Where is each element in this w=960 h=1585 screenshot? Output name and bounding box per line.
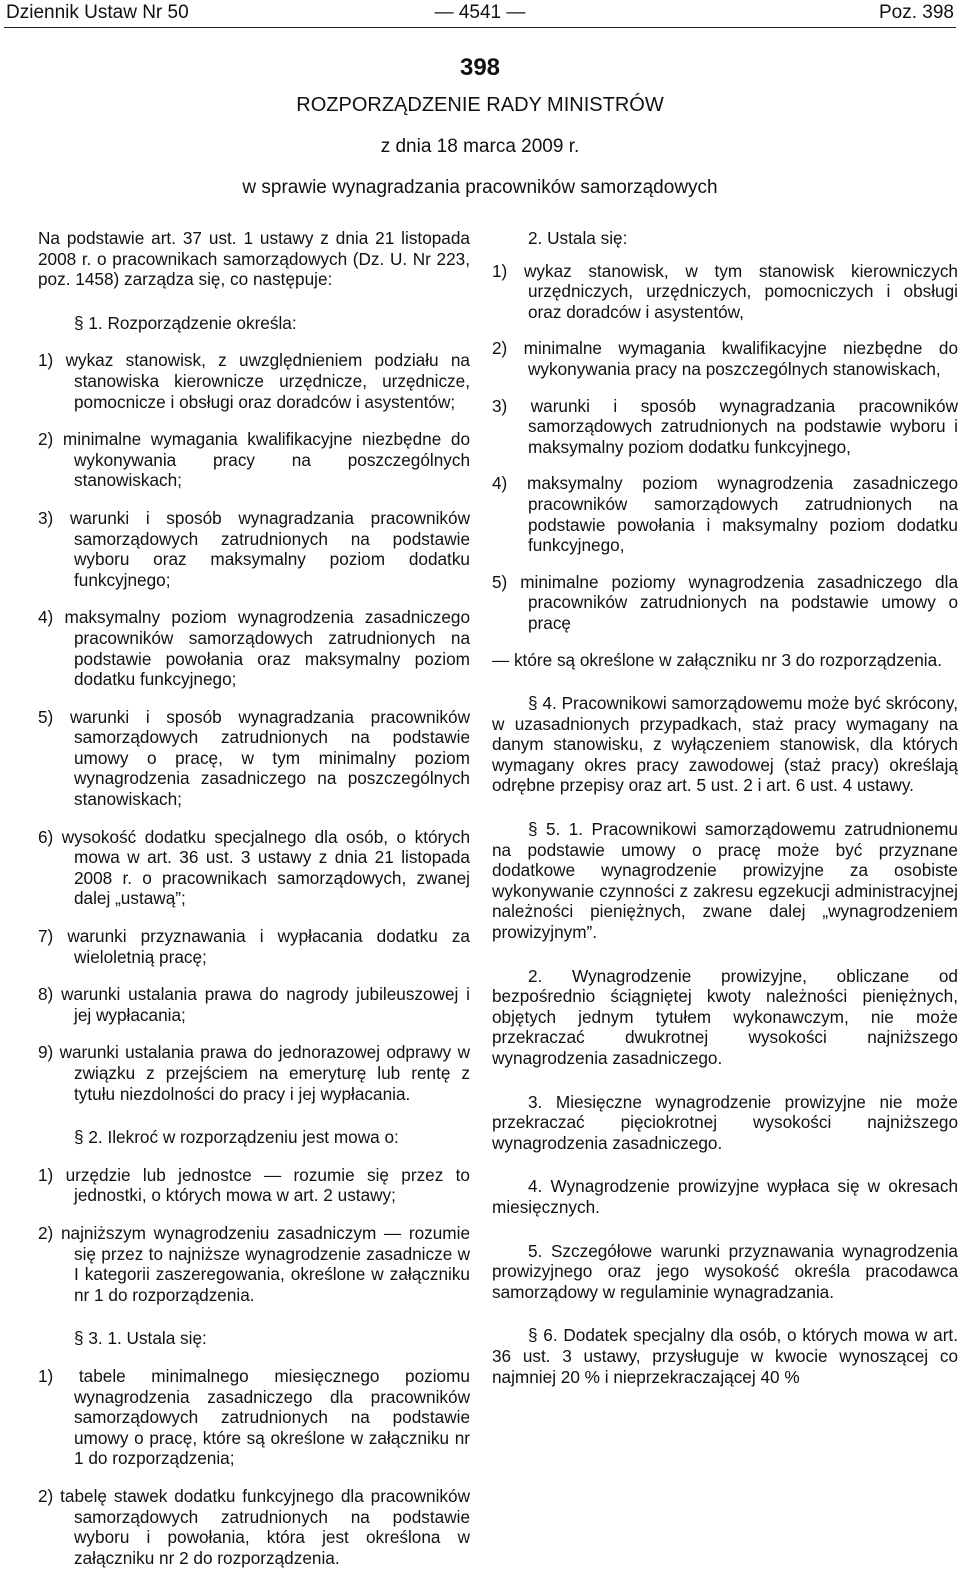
section-3-heading: § 3. 1. Ustala się: <box>74 1328 207 1349</box>
section-3-2-item: 4) maksymalny poziom wynagrodzenia zasadniczego pracowników samorządowych zatrudnionych na podstawie powołania i maksymalny poziom dodatku funkcyjnego, <box>492 473 958 556</box>
section-1-heading: § 1. Rozporządzenie określa: <box>74 312 297 333</box>
section-5-paragraph-2: 2. Wynagrodzenie prowizyjne, obliczane od bezpośrednio ściągniętej kwoty należności pieniężnych, objętych jednym tytułem wykonawczym, nie może przekraczać dwukrotnej wysokości najniższego wynagrodzenia zasadniczego. <box>492 965 958 1068</box>
section-1-item: 7) warunki przyznawania i wypłacania dodatku za wieloletnią pracę; <box>38 926 470 967</box>
section-1-item: 4) maksymalny poziom wynagrodzenia zasadniczego pracowników samorządowych zatrudnionych na podstawie powołania oraz maksymalny poziom dodatku funkcyjnego; <box>38 607 470 690</box>
section-2-item: 1) urzędzie lub jednostce — rozumie się przez to jednostki, o których mowa w art. 2 ustawy; <box>38 1164 470 1206</box>
section-1-item: 9) warunki ustalania prawa do jednorazowej odprawy w związku z przejściem na emeryturę lub rentę z tytułu niezdolności do pracy i jej wypłacania. <box>38 1042 470 1104</box>
section-5-paragraph-1: § 5. 1. Pracownikowi samorządowemu zatrudnionemu na podstawie umowy o pracę może być przyznane dodatkowe wynagrodzenie prowizyjne za osobiste wykonywanie czynności z zakresu egzekucji administracyjnej należności pieniężnych, zwane dalej „wynagrodzeniem prowizyjnym”. <box>492 819 958 943</box>
section-3-2-heading: 2. Ustala się: <box>528 228 628 248</box>
section-3-item: 2) tabelę stawek dodatku funkcyjnego dla pracowników samorządowych zatrudnionych na podstawie wyboru i powołania, która jest określona w załączniku nr 2 do rozporządzenia. <box>38 1485 470 1568</box>
act-kind: ROZPORZĄDZENIE RADY MINISTRÓW <box>296 94 664 116</box>
section-3-2-item: 1) wykaz stanowisk, w tym stanowisk kierowniczych urzędniczych, urzędniczych, pomocniczych i obsługi oraz doradców i asystentów, <box>492 260 958 322</box>
header-divider <box>4 27 956 28</box>
section-1-item: 1) wykaz stanowisk, z uwzględnieniem podziału na stanowiska kierownicze urzędnicze, urzędnicze, pomocnicze i obsługi oraz doradców i asystentów; <box>38 350 470 412</box>
section-5-paragraph-5: 5. Szczegółowe warunki przyznawania wynagrodzenia prowizyjnego oraz jego wysokość określa pracodawca samorządowy w regulaminie wynagradzania. <box>492 1240 958 1302</box>
act-date: z dnia 18 marca 2009 r. <box>380 136 580 157</box>
section-4: § 4. Pracownikowi samorządowemu może być skrócony, w uzasadnionych przypadkach, staż pracy wymagany na danym stanowisku, z wyłączeniem stanowisk, dla których wymagany okres pracy zawodowej (staż pracy) określają odrębne przepisy oraz art. 5 ust. 2 i art. 6 ust. 4 ustawy. <box>492 693 958 796</box>
section-3-item: 1) tabele minimalnego miesięcznego poziomu wynagrodzenia zasadniczego dla pracowników samorządowych zatrudnionych na podstawie umowy o pracę, które są określone w załączniku nr 1 do rozporządzenia; <box>38 1365 470 1469</box>
left-column <box>38 228 470 1585</box>
right-column <box>492 228 958 1387</box>
section-3-2-closing: — które są określone w załączniku nr 3 do rozporządzenia. <box>492 649 942 670</box>
section-3-2-item: 3) warunki i sposób wynagradzania pracowników samorządowych zatrudnionych na podstawie wyboru i maksymalny poziom dodatku funkcyjnego, <box>492 395 958 457</box>
section-6: § 6. Dodatek specjalny dla osób, o których mowa w art. 36 ust. 3 ustawy, przysługuje w kwocie wynoszącej co najmniej 20 % i nieprzekraczającej 40 % <box>492 1325 958 1387</box>
section-1-item: 6) wysokość dodatku specjalnego dla osób, o których mowa w art. 36 ust. 3 ustawy z dnia 21 listopada 2008 r. o pracownikach samorządowych, zwanej dalej „ustawą”; <box>38 826 470 909</box>
journal-name: Dziennik Ustaw Nr 50 <box>6 2 189 23</box>
section-1-item: 5) warunki i sposób wynagradzania pracowników samorządowych zatrudnionych na podstawie umowy o pracę, w tym minimalny poziom wynagrodzenia zasadniczego na poszczególnych stanowiskach; <box>38 706 470 810</box>
section-5-paragraph-4: 4. Wynagrodzenie prowizyjne wypłaca się w okresach miesięcznych. <box>492 1176 958 1217</box>
page-header <box>0 0 960 30</box>
section-1-item: 2) minimalne wymagania kwalifikacyjne niezbędne do wykonywania pracy na poszczególnych stanowiskach; <box>38 429 470 491</box>
act-subject: w sprawie wynagradzania pracowników samorządowych <box>242 177 718 198</box>
section-5-paragraph-3: 3. Miesięczne wynagrodzenie prowizyjne nie może przekraczać pięciokrotnej wysokości najniższego wynagrodzenia zasadniczego. <box>492 1091 958 1153</box>
section-3-2-item: 2) minimalne wymagania kwalifikacyjne niezbędne do wykonywania pracy na poszczególnych stanowiskach, <box>492 338 958 379</box>
preamble: Na podstawie art. 37 ust. 1 ustawy z dnia 21 listopada 2008 r. o pracownikach samorządowych (Dz. U. Nr 223, poz. 1458) zarządza się, co następuje: <box>38 228 470 290</box>
page-number: — 4541 — <box>434 2 526 23</box>
section-2-item: 2) najniższym wynagrodzeniu zasadniczym — rozumie się przez to najniższe wynagrodzenie zasadnicze w I kategorii zaszeregowania, określone w załączniku nr 1 do rozporządzenia. <box>38 1222 470 1305</box>
position-number: Poz. 398 <box>879 2 954 23</box>
section-3-2-item: 5) minimalne poziomy wynagrodzenia zasadniczego dla pracowników zatrudnionych na podstawie umowy o pracę <box>492 571 958 633</box>
section-1-item: 8) warunki ustalania prawa do nagrody jubileuszowej i jej wypłacania; <box>38 984 470 1025</box>
section-1-item: 3) warunki i sposób wynagradzania pracowników samorządowych zatrudnionych na podstawie wyboru oraz maksymalny poziom dodatku funkcyjnego; <box>38 507 470 590</box>
act-number: 398 <box>459 54 501 81</box>
section-2-heading: § 2. Ilekroć w rozporządzeniu jest mowa o: <box>74 1127 399 1148</box>
